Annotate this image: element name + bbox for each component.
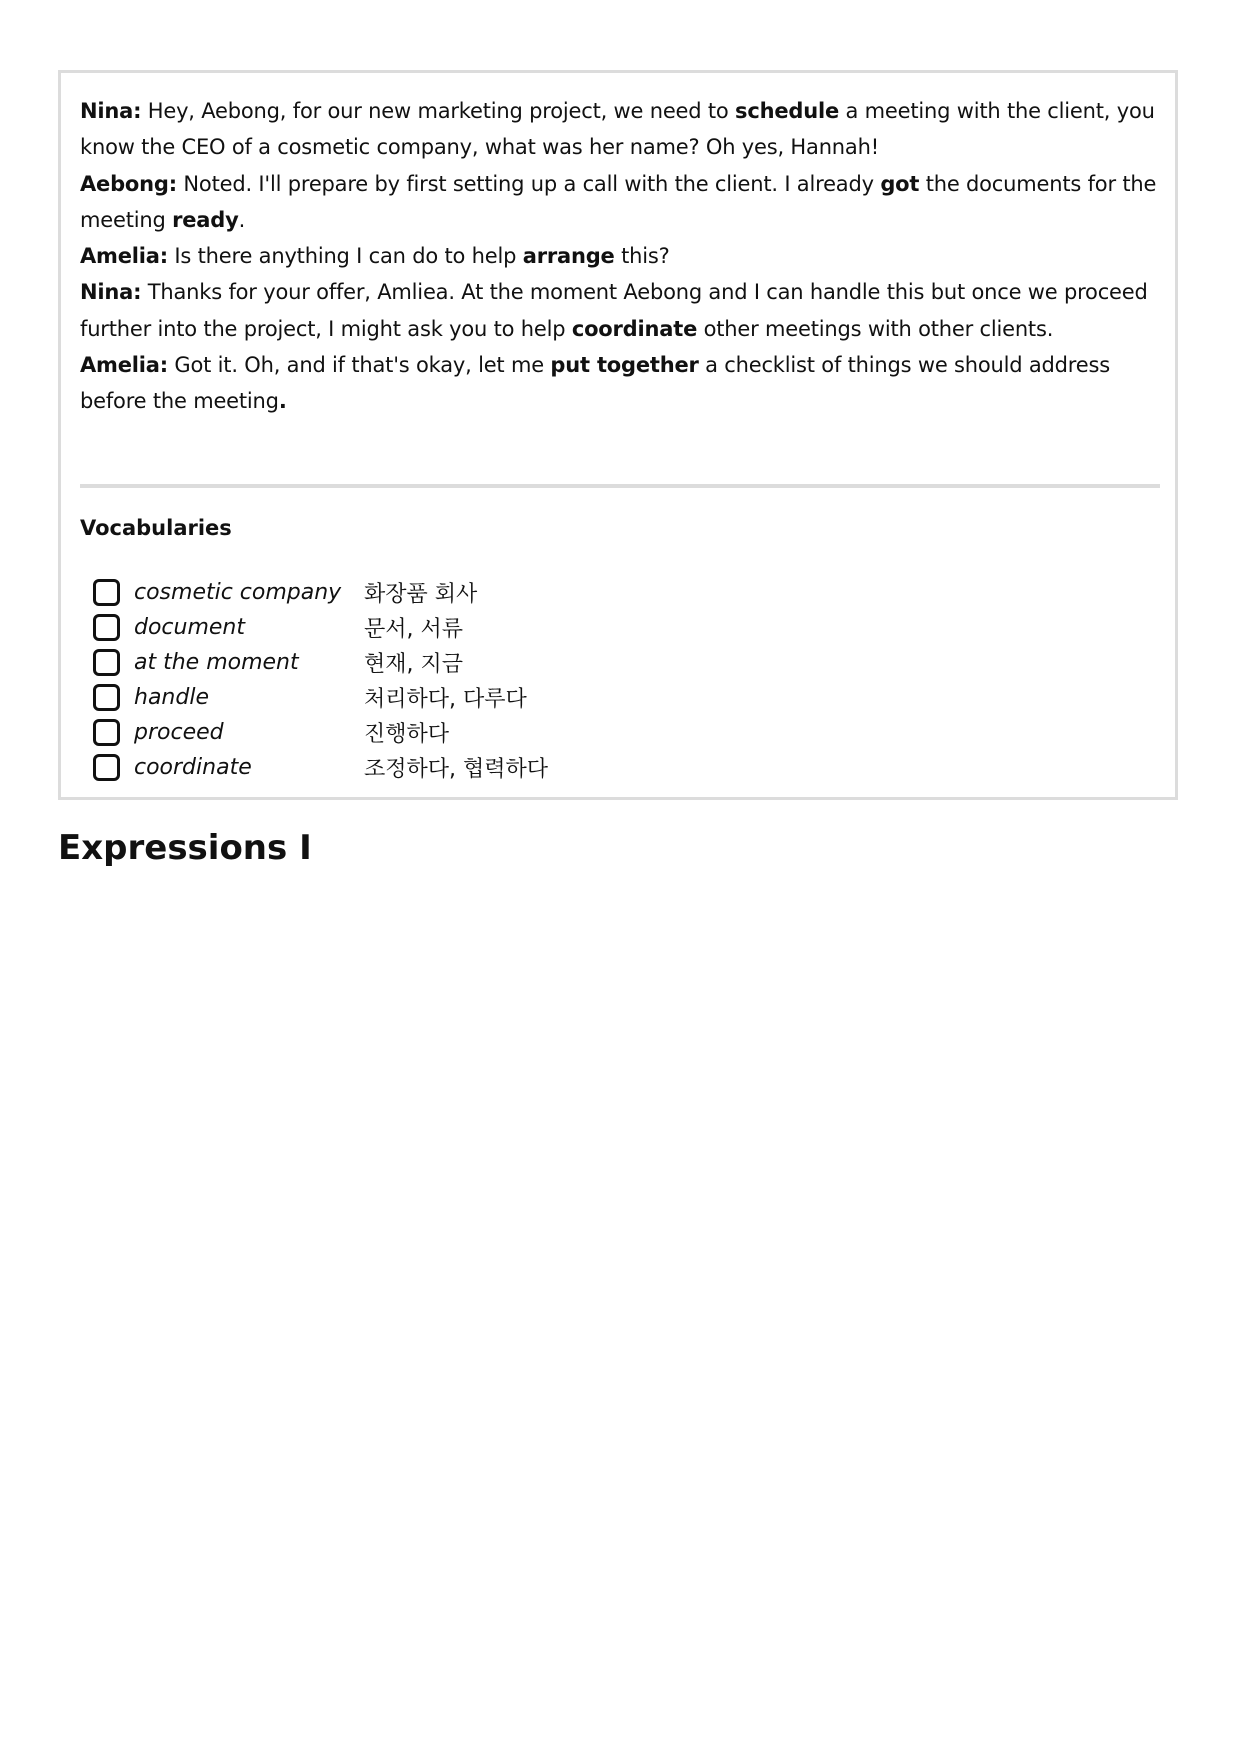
checkbox[interactable]	[93, 649, 120, 676]
vocab-term: handle	[134, 685, 209, 710]
key-expression: got	[880, 171, 920, 196]
key-expression: ready	[172, 207, 239, 232]
vocab-term: at the moment	[134, 650, 299, 675]
vocab-item	[93, 610, 548, 645]
dialogue-text-span: Noted. I'll prepare by first setting up a call with the client. I already	[176, 171, 881, 196]
dialogue-text-span: this?	[614, 244, 670, 269]
vocab-term: document	[134, 615, 245, 640]
speaker-name: Amelia:	[80, 244, 168, 269]
vocab-term: proceed	[134, 720, 224, 745]
vocab-list	[93, 575, 548, 785]
dialogue-line	[80, 238, 1160, 274]
dialogue-text-span: Is there anything I can do to help	[167, 244, 523, 269]
vocab-translation: 현재, 지금	[364, 652, 463, 677]
key-expression: put together	[550, 353, 699, 378]
speaker-name: Nina:	[80, 280, 142, 305]
speaker-name: Amelia:	[80, 353, 168, 378]
dialogue-text-span: Hey, Aebong, for our new marketing project, we need to	[141, 99, 736, 123]
dialogue-text-span: Thanks for your offer, Amliea. At the moment Aebong and I can handle this but once we proceed further into the project, I might ask you to help	[80, 280, 1148, 341]
vocab-item	[93, 680, 548, 715]
dialogue-text-span: a checklist of things we should address before the meeting	[80, 353, 1110, 414]
vocab-translation: 진행하다	[364, 722, 450, 747]
dialogue-text-span: the documents for the meeting	[80, 171, 1157, 232]
vocab-term: coordinate	[134, 755, 252, 780]
vocab-term: cosmetic company	[134, 580, 342, 605]
vocab-item	[93, 575, 548, 610]
key-expression: arrange	[522, 244, 615, 269]
dialogue-card	[58, 70, 1178, 800]
section-heading: Expressions I	[58, 828, 312, 868]
dialogue-text-span: a meeting with the client, you know the CEO of a cosmetic company, what was her name? Oh yes, Hannah!	[80, 99, 1155, 160]
checkbox[interactable]	[93, 684, 120, 711]
speaker-name: Aebong:	[80, 171, 177, 196]
divider	[80, 484, 1160, 488]
dialogue-text	[80, 93, 1160, 420]
dialogue-text-span: other meetings with other clients.	[697, 316, 1054, 341]
checkbox[interactable]	[93, 754, 120, 781]
vocab-translation: 문서, 서류	[364, 617, 463, 642]
vocab-item	[93, 750, 548, 785]
checkbox[interactable]	[93, 579, 120, 606]
key-expression: schedule	[735, 99, 840, 123]
dialogue-text-span: Got it. Oh, and if that's okay, let me	[167, 353, 551, 378]
vocab-item	[93, 645, 548, 680]
speaker-name: Nina:	[80, 99, 142, 123]
checkbox[interactable]	[93, 719, 120, 746]
dialogue-line	[80, 93, 1160, 166]
vocab-translation: 조정하다, 협력하다	[364, 757, 549, 782]
vocab-translation: 처리하다, 다루다	[364, 687, 527, 712]
dialogue-line	[80, 347, 1160, 420]
key-expression: coordinate	[571, 316, 698, 341]
dialogue-text-span: .	[238, 207, 246, 232]
dialogue-line	[80, 274, 1160, 347]
vocab-translation: 화장품 회사	[364, 582, 478, 607]
key-expression: .	[278, 389, 287, 414]
dialogue-line	[80, 166, 1160, 239]
vocab-item	[93, 715, 548, 750]
checkbox[interactable]	[93, 614, 120, 641]
vocab-heading: Vocabularies	[80, 516, 232, 540]
